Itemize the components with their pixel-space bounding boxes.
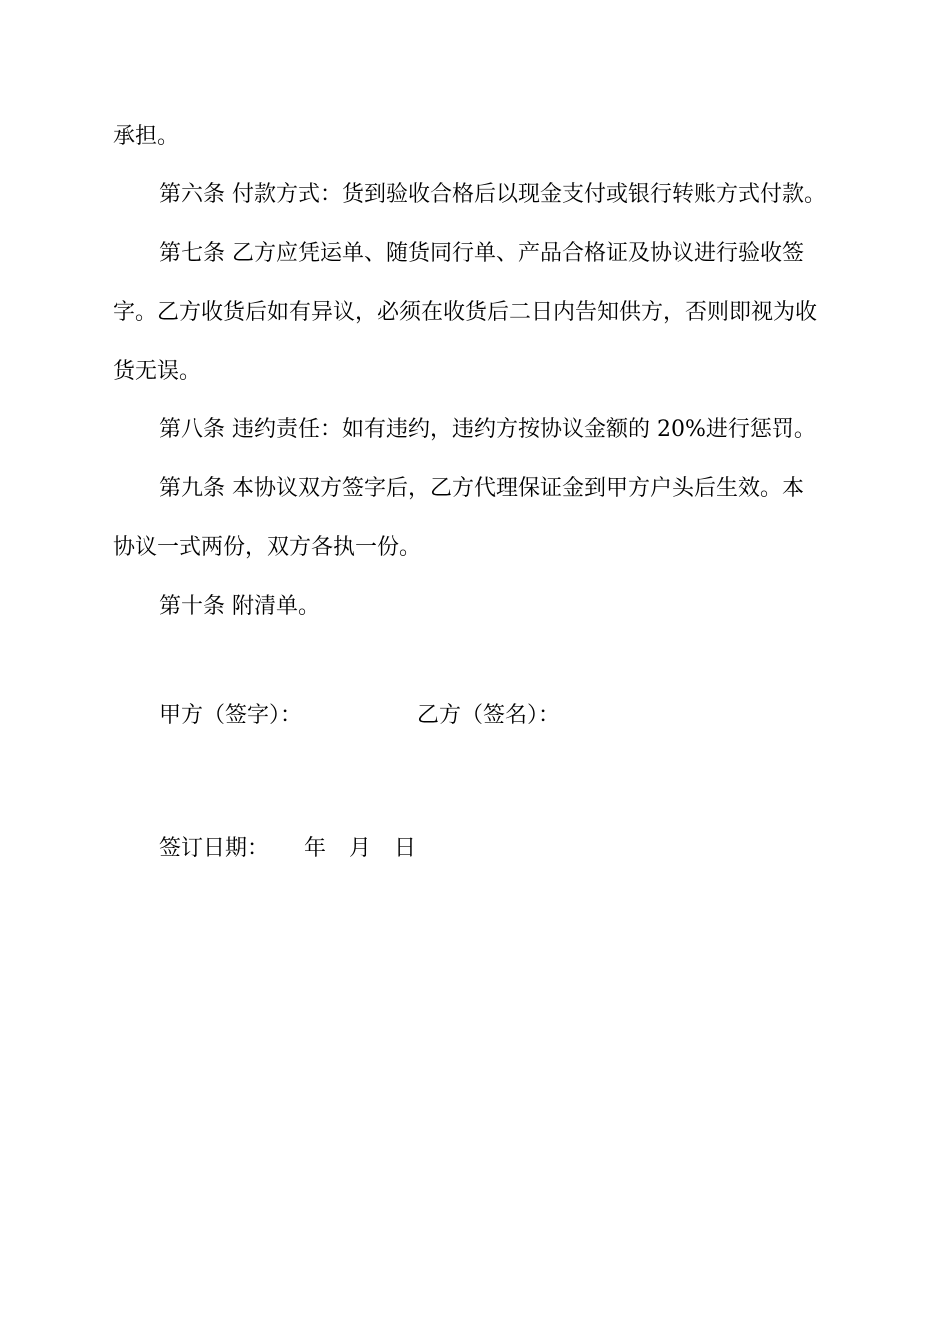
article-9-line-1: 第九条 本协议双方签字后，乙方代理保证金到甲方户头后生效。本 <box>159 476 804 501</box>
signing-date-label: 签订日期： <box>159 836 270 861</box>
article-6: 第六条 付款方式：货到验收合格后以现金支付或银行转账方式付款。 <box>159 182 826 207</box>
party-a-signature-label: 甲方（签字）： <box>159 703 303 728</box>
article-7-line-3: 货无误。 <box>113 359 202 384</box>
signature-row <box>159 701 560 731</box>
article-10: 第十条 附清单。 <box>159 594 320 619</box>
party-b-signature-label: 乙方（签名）： <box>417 703 561 728</box>
signing-date-row <box>159 834 416 864</box>
continuation-text: 承担。 <box>113 124 180 149</box>
article-7-line-1: 第七条 乙方应凭运单、随货同行单、产品合格证及协议进行验收签 <box>159 241 804 266</box>
day-label: 日 <box>394 836 417 861</box>
article-8: 第八条 违约责任：如有违约，违约方按协议金额的 20%进行惩罚。 <box>159 417 816 442</box>
article-7-line-2: 字。乙方收货后如有异议，必须在收货后二日内告知供方，否则即视为收 <box>113 300 818 325</box>
year-label: 年 <box>304 836 327 861</box>
month-label: 月 <box>349 836 372 861</box>
article-9-line-2: 协议一式两份，双方各执一份。 <box>113 535 422 560</box>
